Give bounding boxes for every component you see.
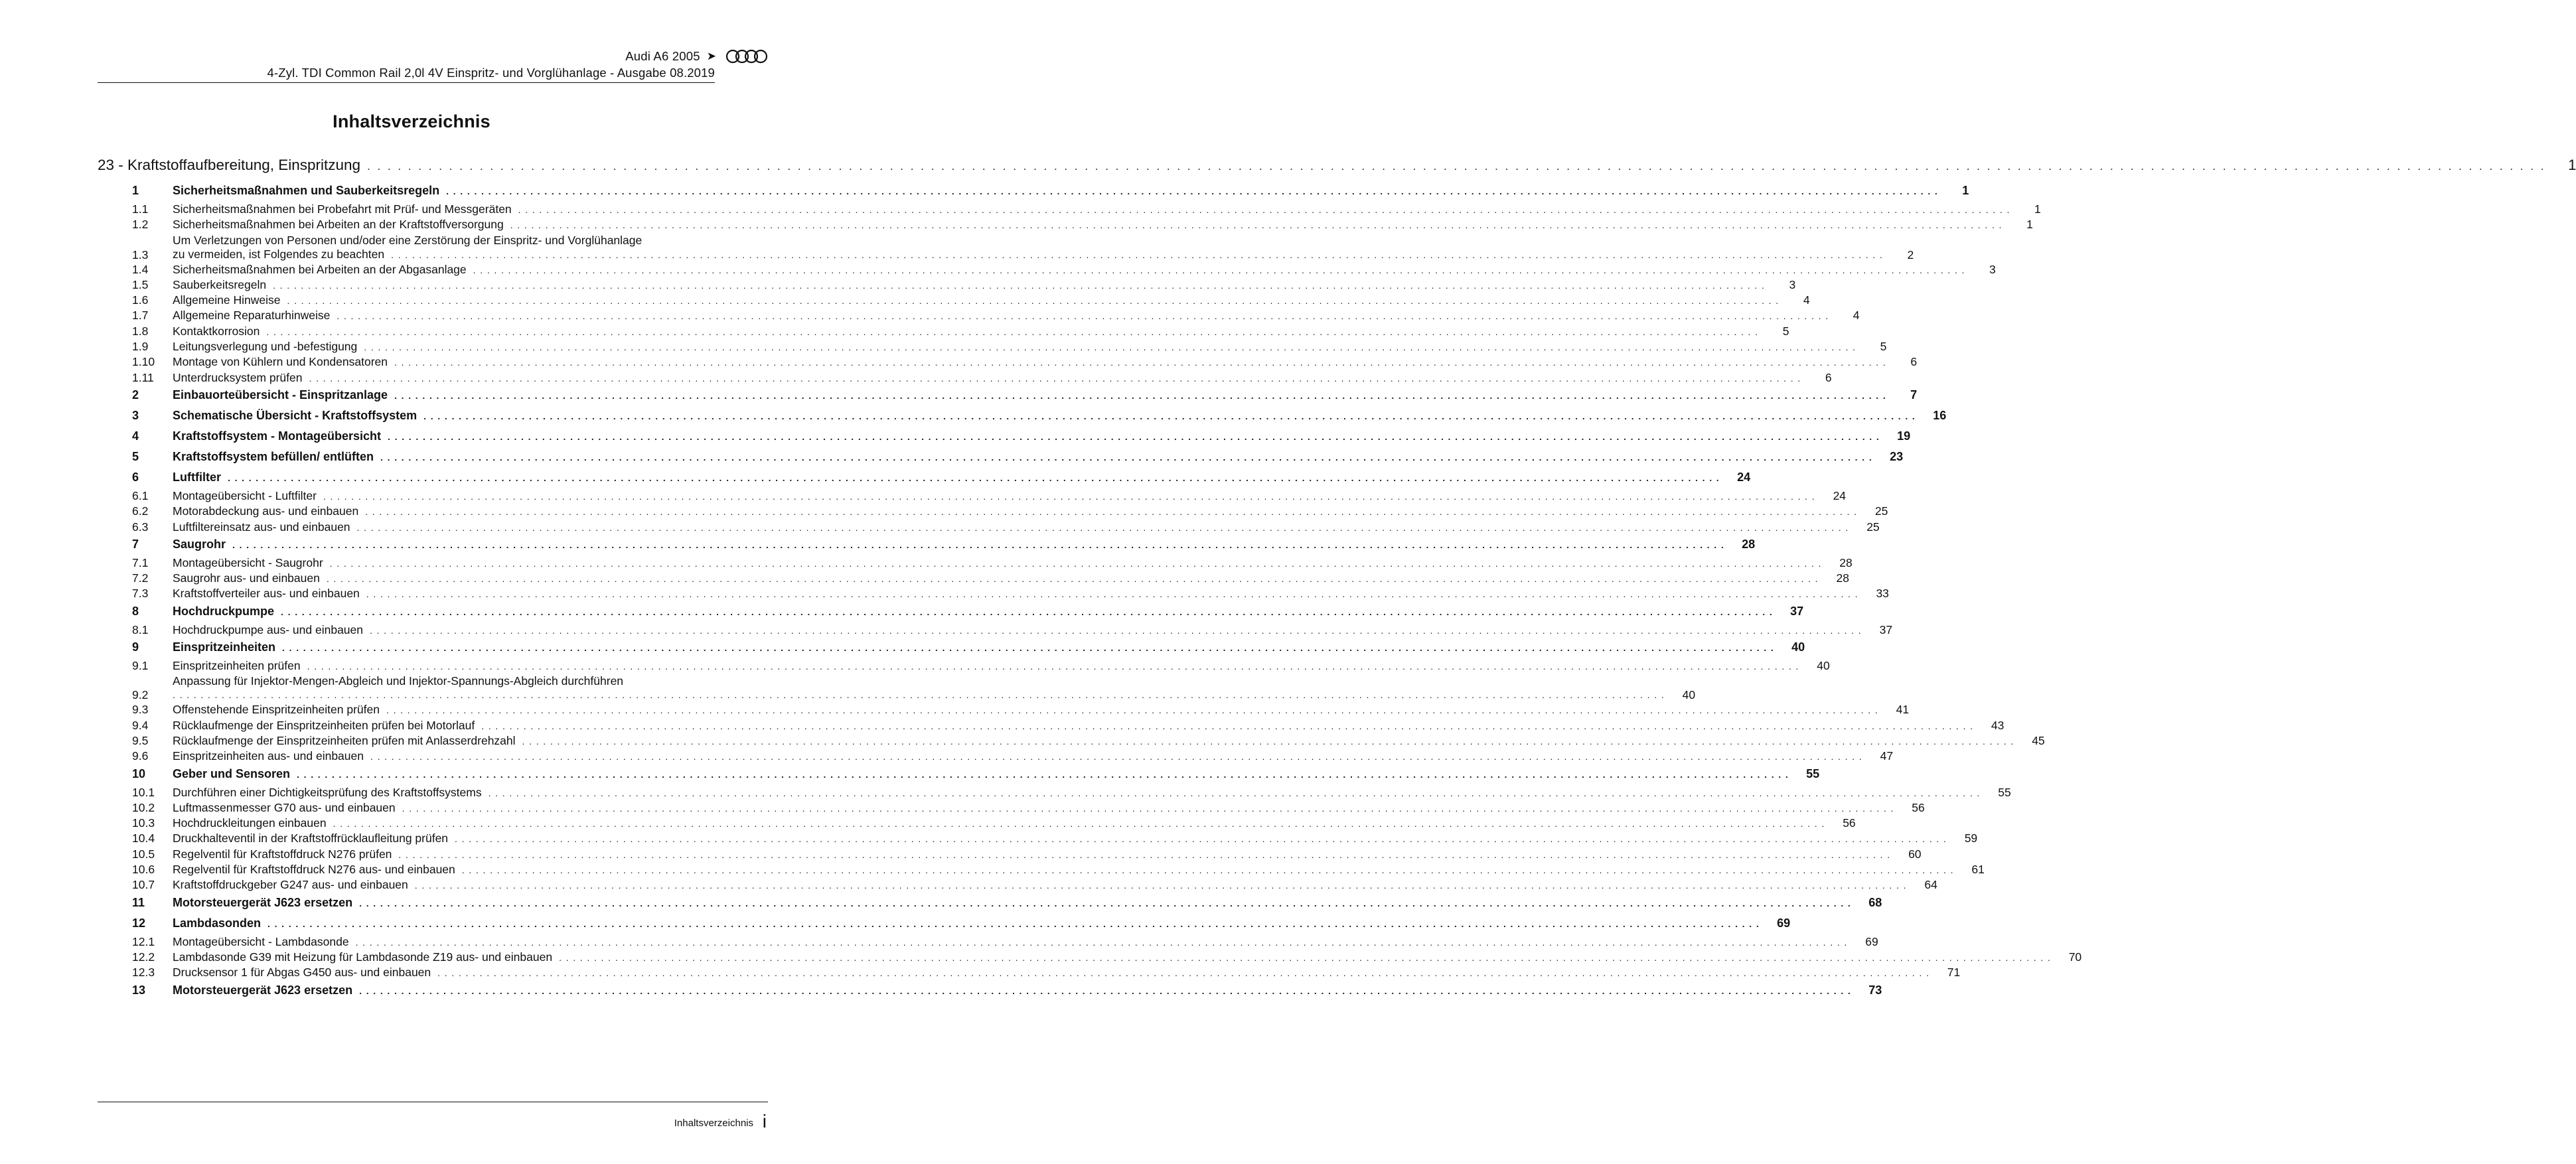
toc-entry-title: Drucksensor 1 für Abgas G450 aus- und einbauen <box>173 966 431 980</box>
toc-entry-page: 24 <box>1833 488 1847 502</box>
toc-entry[interactable] <box>98 218 2033 233</box>
toc-entry-number: 1.4 <box>132 262 149 276</box>
toc-leader-dots <box>307 661 1803 672</box>
header-brand-row <box>625 48 768 65</box>
toc-entry[interactable] <box>98 703 1910 718</box>
toc-leader-dots <box>446 186 1942 196</box>
toc-entry-title: Motorabdeckung aus- und einbauen <box>173 504 359 518</box>
toc-leader-dots <box>333 818 1829 829</box>
toc-leader-dots <box>559 952 2055 963</box>
toc-entry-page: 16 <box>1933 408 1947 422</box>
toc-entry-number: 10.3 <box>132 816 155 830</box>
toc-entry-number: 1.8 <box>132 324 149 338</box>
toc-entry-number: 10.6 <box>132 863 155 877</box>
toc-leader-dots <box>297 769 1793 780</box>
toc-leader-dots <box>388 431 1884 442</box>
toc-leader-dots <box>366 589 1862 599</box>
toc-entry-number: 2 <box>132 388 139 401</box>
toc-leader-dots <box>273 280 1769 291</box>
toc-leader-dots <box>281 607 1777 617</box>
toc-leader-dots <box>518 204 2014 215</box>
toc-entry-number: 1.10 <box>132 355 155 369</box>
toc-entry[interactable] <box>98 309 1860 324</box>
toc-entry-title: Luftfiltereinsatz aus- und einbauen <box>173 520 350 534</box>
toc-entry-title: Unterdrucksystem prüfen <box>173 370 303 384</box>
toc-entry-title: Lambdasonden <box>173 916 262 930</box>
toc-entry-page: 60 <box>1908 847 1922 861</box>
toc-entry-title: Hochdruckpumpe <box>173 604 275 618</box>
toc-entry-title: Lambdasonde G39 mit Heizung für Lambdasonde Z19 aus- und einbauen <box>173 950 553 964</box>
toc-entry-number: 4 <box>132 429 139 443</box>
toc-entry-title: Sicherheitsmaßnahmen bei Arbeiten an der Abgasanlage <box>173 262 467 276</box>
toc-entry-number: 12.3 <box>132 966 155 980</box>
toc-entry[interactable] <box>98 749 1894 764</box>
toc-entry-page: 56 <box>1912 800 1925 814</box>
toc-entry-number: 6.2 <box>132 504 149 518</box>
toc-entry-number: 9.2 <box>132 688 149 702</box>
toc-entry[interactable] <box>98 277 1796 293</box>
toc-entry-title: Sicherheitsmaßnahmen bei Arbeiten an der Kraftstoffversorgung <box>173 218 504 232</box>
toc-entry[interactable] <box>98 674 1696 703</box>
toc-entry[interactable] <box>98 934 1878 950</box>
toc-entry-page: 69 <box>1777 916 1791 930</box>
toc-entry-title: Montageübersicht - Luftfilter <box>173 488 317 502</box>
toc-leader-dots <box>356 937 1852 948</box>
toc-leader-dots <box>380 452 1876 463</box>
toc-entry-number: 7.2 <box>132 571 149 585</box>
toc-entry-page: 5 <box>1782 324 1789 338</box>
toc-entry-title: Einspritzeinheiten prüfen <box>173 659 301 673</box>
toc-leader-dots <box>357 522 1853 533</box>
toc-entry-title: Regelventil für Kraftstoffdruck N276 aus- und einbauen <box>173 863 455 877</box>
toc-entry-title: Leitungsverlegung und -befestigung <box>173 340 358 354</box>
toc-entry-number: 3 <box>132 408 139 422</box>
toc-entry-number: 9.5 <box>132 733 149 747</box>
toc-entry-number: 10.4 <box>132 832 155 845</box>
toc-leader-dots <box>398 849 1894 860</box>
toc-entry[interactable] <box>98 785 2011 801</box>
toc-entry[interactable] <box>98 233 1914 263</box>
toc-entry-number: 12 <box>132 916 146 930</box>
toc-entry-title: Luftmassenmesser G70 aus- und einbauen <box>173 800 396 814</box>
toc-entry[interactable] <box>98 916 1791 935</box>
toc-entry-title: Kraftstoffsystem - Montageübersicht <box>173 429 382 443</box>
toc-entry[interactable] <box>98 293 1810 309</box>
toc-entry[interactable] <box>98 429 1911 448</box>
toc-entry-title: Montage von Kühlern und Kondensatoren <box>173 355 388 369</box>
toc-entry-number: 9.4 <box>132 718 149 732</box>
toc-entry-number: 1.7 <box>132 309 149 323</box>
toc-entry-page: 33 <box>1876 587 1889 601</box>
toc-entry-number: 12.1 <box>132 934 155 948</box>
toc-entry[interactable] <box>98 555 1853 571</box>
toc-leader-dots <box>309 373 1805 384</box>
toc-entry-title: Montageübersicht - Saugrohr <box>173 555 323 569</box>
toc-leader-dots <box>173 688 1669 702</box>
toc-entry[interactable] <box>98 800 1925 816</box>
toc-entry[interactable] <box>98 878 1937 893</box>
toc-entry[interactable] <box>98 388 1918 407</box>
toc-entry-title: Montageübersicht - Lambdasonde <box>173 934 349 948</box>
toc-entry-title: Rücklaufmenge der Einspritzeinheiten prüfen mit Anlasserdrehzahl <box>173 733 516 747</box>
toc-entry-page: 25 <box>1874 504 1888 518</box>
toc-entry[interactable] <box>98 816 1856 832</box>
toc-entry-number: 7 <box>132 537 139 551</box>
toc-leader-dots <box>367 160 2549 173</box>
toc-leader-dots <box>386 705 1882 715</box>
toc-entry-page: 5 <box>1880 340 1887 354</box>
toc-entry-title: Luftfilter <box>173 470 221 484</box>
footer-label: Inhaltsverzeichnis <box>674 1118 753 1129</box>
toc-entry-number: 6.1 <box>132 488 149 502</box>
toc-entry-title: Kraftstoffdruckgeber G247 aus- und einbauen <box>173 878 408 892</box>
toc-entry-number: 1.11 <box>132 370 154 384</box>
footer-page-number: i <box>762 1111 767 1131</box>
toc-entry-page: 45 <box>2032 733 2045 747</box>
toc-entry-page: 7 <box>1910 388 1918 401</box>
toc-entry-number: 8.1 <box>132 622 149 636</box>
toc-entry-number: 1 <box>132 184 139 197</box>
toc-entry-title: Schematische Übersicht - Kraftstoffsystem <box>173 408 417 422</box>
toc-entry-page: 4 <box>1803 293 1810 307</box>
toc-entry-page: 19 <box>1897 429 1911 443</box>
toc-entry[interactable] <box>98 449 1904 469</box>
toc-entry-number: 10.2 <box>132 800 155 814</box>
toc-entry-title: Saugrohr aus- und einbauen <box>173 571 320 585</box>
toc-entry-page: 71 <box>1947 966 1961 980</box>
toc-entry[interactable] <box>98 324 1789 340</box>
toc-leader-dots <box>522 736 2018 747</box>
toc-entry[interactable] <box>98 983 1882 1002</box>
toc-entry-page: 40 <box>1682 688 1696 702</box>
toc-entry-page: 25 <box>1866 520 1880 534</box>
toc-entry-title: Hochdruckpumpe aus- und einbauen <box>173 622 363 636</box>
toc-entry[interactable] <box>98 355 1918 370</box>
toc-entry-title: Allgemeine Hinweise <box>173 293 281 307</box>
toc-leader-dots <box>330 558 1826 569</box>
toc-entry-title: Rücklaufmenge der Einspritzeinheiten prüfen bei Motorlauf <box>173 718 475 732</box>
toc-entry-number: 10.7 <box>132 878 155 892</box>
toc-entry-number: 10.5 <box>132 847 155 861</box>
toc-entry-number: 1.2 <box>132 218 149 232</box>
toc-leader-dots <box>415 880 1911 891</box>
toc-leader-dots <box>323 491 1819 502</box>
toc-entry-page: 68 <box>1868 895 1882 909</box>
toc-entry[interactable] <box>98 520 1880 536</box>
toc-entry-number: 9.6 <box>132 749 149 763</box>
toc-leader-dots <box>228 473 1724 483</box>
toc-entry[interactable] <box>98 262 1996 278</box>
header-divider <box>98 82 715 83</box>
toc-entry-number: 9 <box>132 640 139 654</box>
toc-entry-title: Hochdruckleitungen einbauen <box>173 816 327 830</box>
toc-entry-page: 6 <box>1910 355 1918 369</box>
table-of-contents <box>98 157 2576 1002</box>
page-title: Inhaltsverzeichnis <box>333 111 491 131</box>
toc-leader-dots <box>423 411 1920 421</box>
toc-leader-dots <box>402 803 1898 814</box>
toc-entry-page: 1 <box>1962 184 1969 197</box>
toc-entry[interactable] <box>98 587 1889 602</box>
toc-entry-page: 37 <box>1879 622 1893 636</box>
toc-entry[interactable] <box>98 504 1888 520</box>
toc-leader-dots <box>394 357 1890 368</box>
toc-entry-page: 55 <box>1806 766 1820 780</box>
toc-entry-page: 4 <box>1853 309 1860 323</box>
toc-leader-dots <box>364 342 1860 352</box>
toc-entry[interactable] <box>98 766 1820 786</box>
toc-entry-page: 40 <box>1791 640 1805 654</box>
toc-entry-title: Sicherheitsmaßnahmen und Sauberkeitsregeln <box>173 184 440 197</box>
toc-entry[interactable] <box>98 571 1849 587</box>
toc-entry[interactable] <box>98 184 1969 202</box>
toc-entry-title: Kraftstoffverteiler aus- und einbauen <box>173 587 360 601</box>
toc-entry-page: 2 <box>1907 248 1914 261</box>
toc-entry-page: 47 <box>1880 749 1894 763</box>
toc-entry[interactable] <box>98 408 1947 427</box>
toc-entry-title: Um Verletzungen von Personen und/oder eine Zerstörung der Einspritz- und Vorglühanlage <box>173 233 643 247</box>
toc-entry-number: 7.1 <box>132 555 149 569</box>
toc-entry-page: 37 <box>1790 604 1804 618</box>
toc-entry-number: 9.1 <box>132 659 149 673</box>
toc-entry-page: 28 <box>1836 571 1849 585</box>
toc-entry-number: 1.3 <box>132 248 149 261</box>
toc-entry[interactable] <box>98 604 1804 623</box>
page-header <box>98 46 768 84</box>
toc-leader-dots <box>266 327 1762 337</box>
toc-entry-title: Motorsteuergerät J623 ersetzen <box>173 895 353 909</box>
toc-entry[interactable] <box>98 640 1805 659</box>
toc-leader-dots <box>282 642 1778 653</box>
toc-chapter-title: 23 - Kraftstoffaufbereitung, Einspritzung <box>98 157 361 173</box>
arrow-icon: ➤ <box>706 50 716 62</box>
toc-leader-dots <box>489 788 1985 798</box>
toc-entry[interactable] <box>98 622 1893 638</box>
toc-entry-title: Druckhalteventil in der Kraftstoffrücklaufleitung prüfen <box>173 832 449 845</box>
toc-entry-title: Anpassung für Injektor-Mengen-Abgleich und Injektor-Spannungs-Abgleich durchführen <box>173 674 624 688</box>
toc-entry-title: Kontaktkorrosion <box>173 324 260 338</box>
toc-entry-title-continued: zu vermeiden, ist Folgendes zu beachten <box>173 247 385 261</box>
toc-entry-number: 1.9 <box>132 340 149 354</box>
toc-entry[interactable] <box>98 537 1756 556</box>
toc-entry[interactable] <box>98 863 1985 878</box>
toc-entry-title: Kraftstoffsystem befüllen/ entlüften <box>173 449 374 463</box>
toc-leader-dots <box>510 220 2007 230</box>
toc-entry-number: 13 <box>132 983 146 997</box>
toc-entry[interactable] <box>98 340 1887 355</box>
toc-leader-dots <box>232 540 1728 550</box>
toc-entry-number: 8 <box>132 604 139 618</box>
toc-leader-dots <box>359 985 1855 996</box>
toc-entry-number: 10 <box>132 766 146 780</box>
toc-entry[interactable] <box>98 832 1978 847</box>
toc-entry-title: Saugrohr <box>173 537 226 551</box>
toc-entry-title: Durchführen einer Dichtigkeitsprüfung des Kraftstoffsystems <box>173 785 482 799</box>
toc-entry-page: 73 <box>1868 983 1882 997</box>
toc-entry-number: 11 <box>132 895 145 909</box>
toc-entry[interactable] <box>98 470 1751 489</box>
toc-entry[interactable] <box>98 966 1961 981</box>
toc-entry[interactable] <box>98 488 1847 504</box>
toc-entry-page: 23 <box>1890 449 1904 463</box>
toc-entry-number: 9.3 <box>132 703 149 717</box>
toc-entry-page: 6 <box>1825 370 1832 384</box>
toc-leader-dots <box>437 968 1933 978</box>
toc-leader-dots <box>359 898 1855 909</box>
toc-entry[interactable] <box>98 733 2045 749</box>
audi-rings-icon <box>725 48 768 64</box>
toc-leader-dots <box>481 721 1977 731</box>
toc-entry-number: 6 <box>132 470 139 484</box>
toc-chapter-page: 1 <box>2568 157 2576 173</box>
toc-entry-page: 56 <box>1843 816 1856 830</box>
toc-entry-number: 7.3 <box>132 587 149 601</box>
toc-leader-dots <box>327 573 1823 584</box>
toc-entry[interactable] <box>98 370 1832 386</box>
toc-entry-page: 41 <box>1896 703 1910 717</box>
toc-entry-title: Geber und Sensoren <box>173 766 291 780</box>
toc-entry-title: Offenstehende Einspritzeinheiten prüfen <box>173 703 380 717</box>
toc-chapter[interactable] <box>98 157 2576 182</box>
toc-entry-page: 70 <box>2068 950 2082 964</box>
toc-entry-number: 10.1 <box>132 785 155 799</box>
toc-entry-page: 3 <box>1989 262 1996 276</box>
toc-entry[interactable] <box>98 950 2082 966</box>
toc-entry-number: 1.5 <box>132 277 149 291</box>
toc-entry-page: 3 <box>1789 277 1796 291</box>
toc-leader-dots <box>394 390 1890 401</box>
toc-entry-title: Sauberkeitsregeln <box>173 277 267 291</box>
toc-entry-title: Einspritzeinheiten aus- und einbauen <box>173 749 364 763</box>
toc-entry-number: 5 <box>132 449 139 463</box>
toc-leader-dots <box>370 625 1866 636</box>
toc-leader-dots <box>391 248 1887 262</box>
toc-entry-title: Sicherheitsmaßnahmen bei Probefahrt mit Prüf- und Messgeräten <box>173 202 512 216</box>
toc-leader-dots <box>267 918 1764 929</box>
toc-leader-dots <box>455 834 1951 844</box>
toc-entry[interactable] <box>98 202 2041 218</box>
header-brand: Audi A6 2005 <box>625 49 700 63</box>
toc-entry-page: 1 <box>2026 218 2033 232</box>
toc-leader-dots <box>287 295 1783 306</box>
toc-entry[interactable] <box>98 895 1882 914</box>
toc-entry-title: Einbauorteübersicht - Einspritzanlage <box>173 388 388 401</box>
toc-entry-page: 55 <box>1998 785 2011 799</box>
toc-entry-number: 12.2 <box>132 950 155 964</box>
toc-entry[interactable] <box>98 718 2005 734</box>
toc-entry-page: 43 <box>1991 718 2005 732</box>
toc-entry[interactable] <box>98 847 1922 863</box>
toc-entry-number: 1.1 <box>132 202 149 216</box>
toc-entry-number: 1.6 <box>132 293 149 307</box>
toc-entry-page: 61 <box>1971 863 1985 877</box>
toc-entry-page: 1 <box>2034 202 2041 216</box>
toc-leader-dots <box>365 506 1861 517</box>
toc-entry[interactable] <box>98 659 1830 674</box>
toc-entry-page: 59 <box>1964 832 1978 845</box>
toc-entry-number: 6.3 <box>132 520 149 534</box>
header-subtitle: 4-Zyl. TDI Common Rail 2,0l 4V Einspritz- und Vorglühanlage - Ausgabe 08.2019 <box>267 66 715 80</box>
toc-leader-dots <box>462 865 1958 875</box>
toc-entry-title: Motorsteuergerät J623 ersetzen <box>173 983 353 997</box>
toc-entry-page: 28 <box>1839 555 1853 569</box>
toc-leader-dots <box>473 265 1969 275</box>
toc-entry-page: 64 <box>1924 878 1937 892</box>
toc-entry-title: Einspritzeinheiten <box>173 640 276 654</box>
toc-leader-dots <box>337 311 1833 321</box>
toc-entry-page: 28 <box>1742 537 1756 551</box>
toc-entry-page: 24 <box>1737 470 1751 484</box>
toc-entry-title: Allgemeine Reparaturhinweise <box>173 309 331 323</box>
toc-entry-page: 40 <box>1817 659 1830 673</box>
toc-entry-page: 69 <box>1865 934 1878 948</box>
toc-leader-dots <box>370 751 1866 762</box>
toc-entry-title: Regelventil für Kraftstoffdruck N276 prüfen <box>173 847 392 861</box>
